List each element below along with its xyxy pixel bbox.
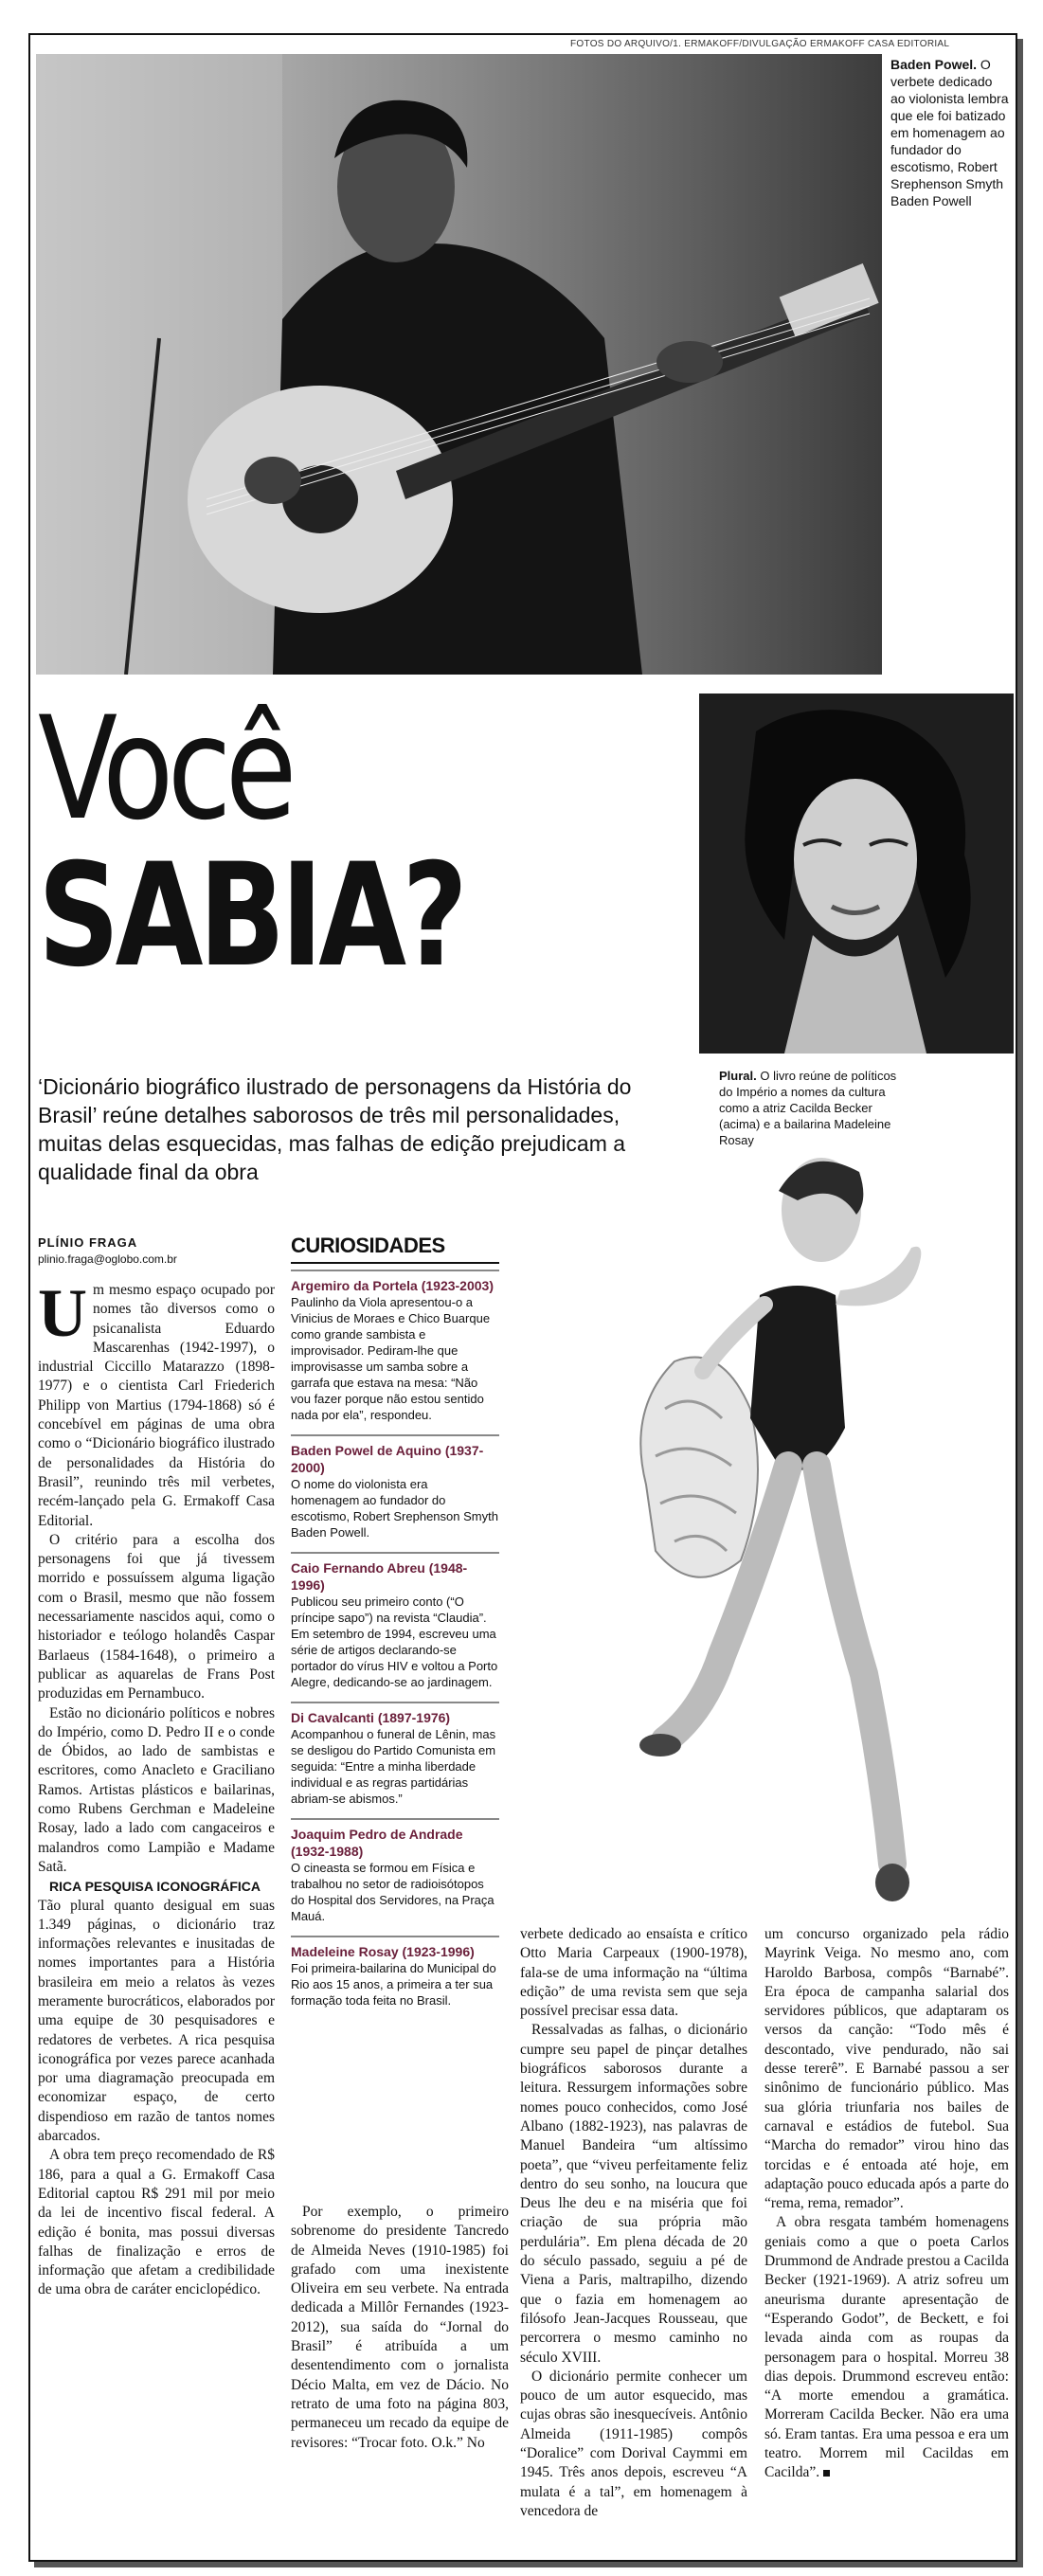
sidebar-entry: [291, 1270, 499, 1429]
paragraph-6: Por exemplo, o primeiro sobrenome do presidente Tancredo de Almeida Neves (1910-1985) foi grafado com uma inexistente Oliveira em seu verbete. Na entrada dedicada a Millôr Fernandes (1923-2012), sua saída do “Jornal do Brasil” é atribuída a um desentendimento com o jornalista Décio Malta, em vez de Dácio. No retrato de uma foto na página 803, permaneceu um recado da equipe de revisores: “Trocar foto. O.k.” No: [291, 2204, 509, 2451]
sidebar-entry-name: Argemiro da Portela (1923-2003): [291, 1278, 494, 1293]
byline-email[interactable]: plinio.fraga@oglobo.com.br: [38, 1252, 177, 1266]
actress-photo: [699, 694, 1014, 1054]
sidebar-title: CURIOSIDADES: [291, 1234, 499, 1264]
caption-mid-lead: Plural.: [719, 1069, 757, 1083]
sidebar-entry-name: Baden Powel de Aquino (1937-2000): [291, 1443, 484, 1475]
sidebar-entry-text: Acompanhou o funeral de Lênin, mas se desligou do Partido Comunista em seguida: “Entre a minha liberdade individual e as regras partidárias abriam-se abismos.”: [291, 1727, 496, 1806]
subhead: RICA PESQUISA ICONOGRÁFICA: [49, 1879, 261, 1895]
caption-top-lead: Baden Powel.: [890, 57, 978, 72]
sidebar-entry-name: Madeleine Rosay (1923-1996): [291, 1944, 475, 1959]
sidebar-entry-text: Paulinho da Viola apresentou-o a Vinicius de Moraes e Chico Buarque como grande sambista e improvisador. Pediram-lhe que improvisasse um samba sobre a garrafa que estava na mesa: “Não vou fazer porque não estou sentido nada por ela”, respondeu.: [291, 1295, 491, 1422]
drop-cap: U: [38, 1275, 87, 1351]
photo-credit: FOTOS DO ARQUIVO/1. ERMAKOFF/DIVULGAÇÃO ERMAKOFF CASA EDITORIAL: [570, 39, 950, 49]
dancer-photo: [608, 1125, 1016, 1920]
sidebar-entry-text: Publicou seu primeiro conto (“O príncipe sapo”) na revista “Claudia”. Em setembro de 1994, escreveu uma série de artigos declarando-se portador do vírus HIV e voltou a Porto Alegre, dedicando-se ao jardinagem.: [291, 1594, 498, 1689]
paragraph-8: Ressalvadas as falhas, o dicionário cumpre seu papel de pinçar detalhes biográficos saborosos durante a leitura. Ressurgem informações sobre nomes pouco conhecidos, como José Albano (1882-1923), nas palavras de Manuel Bandeira “um altíssimo poeta”, que “viveu perfeitamente feliz dentro do seu sonho, na loucura que Deus lhe deu e na miséria que foi criação de sua própria mão perdulária”. Em plena década de 20 do século passado, seguiu a pé de Viena a Paris, maltrapilho, dizendo que o fazia em homenagem ao filósofo Jean-Jacques Rousseau, que percorrera o mesmo caminho no século XVIII.: [520, 2022, 747, 2366]
sidebar-entry: [291, 1818, 499, 1930]
article-column-4: [764, 1925, 1009, 2483]
headline-line2: SABIA?: [38, 834, 464, 999]
byline-name: PLÍNIO FRAGA: [38, 1235, 138, 1250]
paragraph-7: verbete dedicado ao ensaísta e crítico Otto Maria Carpeaux (1900-1978), fala-se de uma informação na “última edição” de uma revista sem que seja possível precisar essa data.: [520, 1926, 747, 2020]
paragraph-10: um concurso organizado pela rádio Mayrink Veiga. No mesmo ano, com Haroldo Barbosa, compôs “Barnabé”. Era época de campanha salarial dos servidores públicos, que adaptaram os versos da canção: “Todo mês é descontado, vive pendurado, não sai desse tererê”. E Barnabé passou a ser sinônimo de funcionário público. Mas sua glória triunfaria nos bailes de carnaval e estádios de futebol. Sua “Marcha do remador” virou hino das torcidas e é entoada até hoje, em adaptação pouco educada após a parte do “rema, rema, remador”.: [764, 1926, 1009, 2212]
article-column-2: [291, 2203, 509, 2453]
paragraph-11-text: A obra resgata também homenagens geniais como a que o poeta Carlos Drummond de Andrade prestou a Cacilda Becker (1921-1969). A atriz sofreu um aneurisma durante apresentação de “Esperando Godot”, de Beckett, e foi levada ainda com as roupas da personagem para o hospital. Morreu 38 dias depois. Drummond escreveu então: “A morte emendou a gramática. Morreram Cacilda Becker. Não era uma só. Eram tantas. Era uma pessoa e era um teatro. Morrem mil Cacildas em Cacilda”.: [764, 2214, 1009, 2481]
newspaper-page: [28, 33, 1017, 2562]
article-column-3: [520, 1925, 747, 2521]
article-column-1: [38, 1275, 275, 2300]
caption-mid-text: O livro reúne de políticos do Império a nomes da cultura como a atriz Cacilda Becker (acima) e a bailarina Madeleine Rosay: [719, 1069, 897, 1147]
paragraph-2: O critério para a escolha dos personagens foi que já tivessem morrido e possuíssem alguma ligação com o Brasil, mesmo que não fossem necessariamente nascidos aqui, como o historiador e teólogo holandês Caspar Barlaeus (1584-1648), o primeiro a publicar as aquarelas de Frans Post produzidas em Pernambuco.: [38, 1531, 275, 1702]
sidebar-entry-name: Joaquim Pedro de Andrade (1932-1988): [291, 1827, 463, 1859]
paragraph-11: [764, 2213, 1009, 2482]
guitarist-photo: [36, 54, 882, 675]
paragraph-9: O dicionário permite conhecer um pouco de um autor esquecido, mas cujas obras são inesquecíveis. Antônio Almeida (1911-1985) compôs “Doralice” com Dorival Caymmi em 1945. Três anos depois, escreveu “A mulata é a tal”, em homenagem à vencedora de: [520, 2368, 747, 2519]
paragraph-3: Estão no dicionário políticos e nobres do Império, como D. Pedro II e o conde de Óbidos, ao lado de sambistas e escritores, como Anacleto e Graciliano Ramos. Artistas plásticos e bailarinas, como Rubens Gerchman e Madeleine Rosay, lado a lado com cangaceiros e malandros como Lampião e Madame Satã.: [38, 1704, 275, 1875]
paragraph-1: m mesmo espaço ocupado por nomes tão diversos como o psicanalista Eduardo Mascarenhas (1942-1997), o industrial Ciccillo Matarazzo (1898-1977) e o cientista Carl Friederich Philipp von Martius (1794-1868) só é concebível em páginas de uma obra como o “Dicionário biográfico ilustrado de personalidades da História do Brasil”, reunindo três mil verbetes, recém-lançado pela G. Ermakoff Casa Editorial.: [38, 1282, 275, 1529]
sidebar-entry: [291, 1434, 499, 1546]
sidebar-entry-name: Caio Fernando Abreu (1948-1996): [291, 1560, 468, 1593]
caption-top-text: O verbete dedicado ao violonista lembra que ele foi batizado em homenagem ao fundador do escotismo, Robert Srephenson Smyth Baden Powell: [890, 57, 1009, 208]
deck-subtitle: ‘Dicionário biográfico ilustrado de personagens da História do Brasil’ reúne detalhes saborosos de três mil personalidades, muitas delas esquecidas, mas falhas de edição prejudicam a qualidade final da obra: [38, 1074, 632, 1184]
sidebar-entry: [291, 1552, 499, 1696]
curiosidades-sidebar: [291, 1234, 499, 2014]
sidebar-entry-name: Di Cavalcanti (1897-1976): [291, 1710, 451, 1725]
headline-line1: Você: [38, 687, 291, 852]
sidebar-entry: [291, 1702, 499, 1812]
sidebar-entry-text: O nome do violonista era homenagem ao fundador do escotismo, Robert Srephenson Smyth Baden Powell.: [291, 1477, 498, 1540]
sidebar-entry-text: Foi primeira-bailarina do Municipal do Rio aos 15 anos, a primeira a ter sua formação toda feita no Brasil.: [291, 1961, 496, 2008]
sidebar-entry-text: O cineasta se formou em Física e trabalhou no setor de radioisótopos do Hospital dos Servidores, na Praça Mauá.: [291, 1861, 495, 1923]
paragraph-5: A obra tem preço recomendado de R$ 186, para a qual a G. Ermakoff Casa Editorial captou R$ 291 mil por meio da lei de incentivo fiscal federal. A edição é bonita, mas possui diversas falhas de finalização e erros de informação que afetam a credibilidade de uma obra de caráter enciclopédico.: [38, 2147, 275, 2298]
photo-caption-top: [890, 56, 1009, 209]
end-mark-icon: [823, 2470, 830, 2477]
sidebar-entry: [291, 1936, 499, 2014]
paragraph-4: Tão plural quanto desigual em suas 1.349 páginas, o dicionário traz informações relevantes e inusitadas de nomes importantes para a História brasileira em meio a relatos às vezes meramente burocráticos, elaborados por uma equipe de 30 pesquisadores e redatores de verbetes. A rica pesquisa iconográfica por vezes parece acanhada por uma diagramação preocupada em economizar espaço, de certo dispendioso em razão de tantos nomes abarcados.: [38, 1897, 275, 2145]
